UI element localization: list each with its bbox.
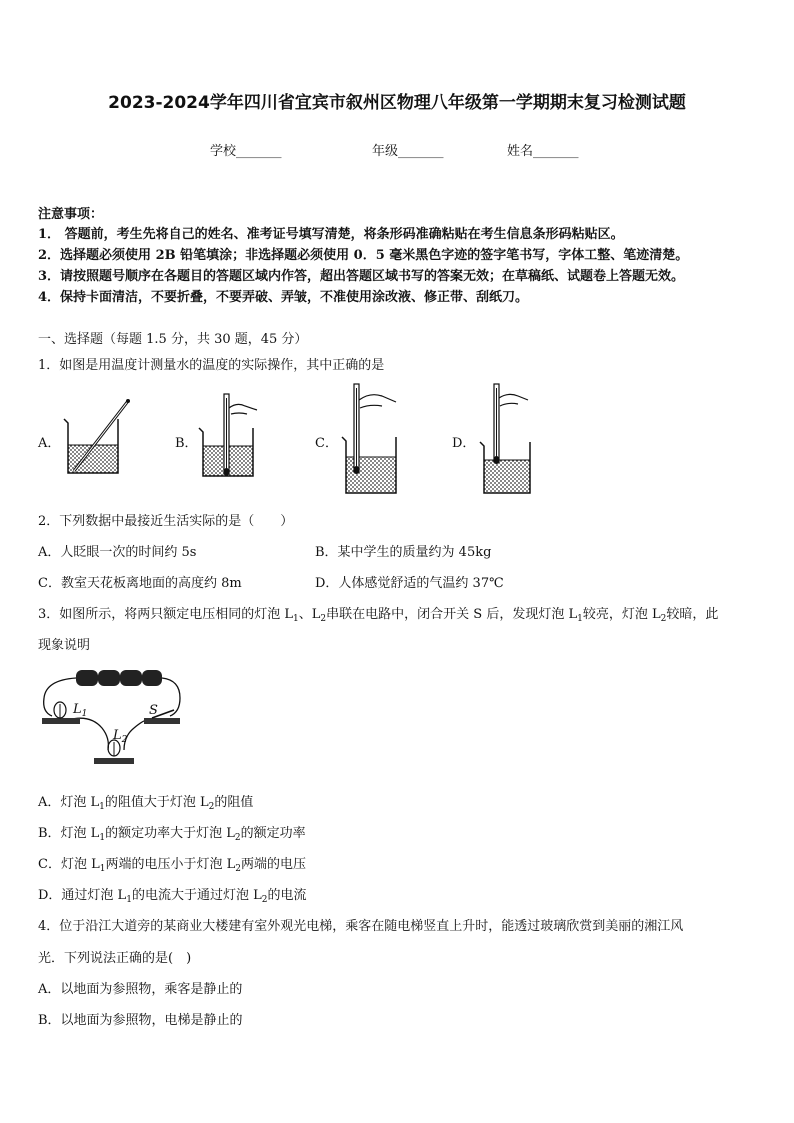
q3-option-b: B．灯泡 $L_1$的额定功率大于灯泡 $L_2$的额定功率 [38, 826, 306, 843]
question-4-stem: 4．位于沿江大道旁的某商业大楼建有室外观光电梯，乘客在随电梯竖直上升时，能透过玻璃欣赏到美丽的湘江风 [38, 919, 684, 934]
beaker-figure-d [476, 380, 536, 498]
q3-option-a: A．灯泡 $L_1$的阻值大于灯泡 $L_2$的阻值 [38, 795, 254, 812]
q2-option-c: C．教室天花板离地面的高度约 8m [38, 576, 242, 591]
q4-option-a: A．以地面为参照物，乘客是静止的 [38, 982, 243, 997]
school-field: 学校_______ [210, 144, 282, 159]
label-l1: $L_1$ [73, 702, 88, 719]
beaker-figure-c [338, 380, 408, 498]
label-l2: $L_2$ [113, 728, 128, 745]
q4-option-b: B．以地面为参照物，电梯是静止的 [38, 1013, 243, 1028]
q1-option-b-label: B． [175, 436, 198, 451]
question-2-stem: 2．下列数据中最接近生活实际的是（ ） [38, 514, 294, 529]
circuit-diagram [38, 664, 186, 772]
section-heading: 一、选择题（每题 1.5 分，共 30 题，45 分） [38, 332, 308, 347]
note-item: 3．请按照题号顺序在各题目的答题区域内作答，超出答题区域书写的答案无效；在草稿纸、试题卷上答题无效。 [38, 269, 685, 284]
name-field: 姓名_______ [507, 144, 579, 159]
q2-option-b: B．某中学生的质量约为 45kg [315, 545, 492, 560]
q1-option-c-label: C． [315, 436, 338, 451]
question-3-stem: 3．如图所示，将两只额定电压相同的灯泡 $L_1$、$L_2$串联在电路中，闭合开关 S 后，发现灯泡 $L_1$较亮，灯泡 $L_2$较暗，此 [38, 607, 719, 624]
question-4-stem-cont: 光．下列说法正确的是( ) [38, 951, 192, 966]
label-switch-s: S [149, 703, 158, 718]
q1-option-a-label: A． [38, 436, 61, 451]
beaker-figure-a [60, 395, 132, 479]
beaker-figure-b [195, 388, 265, 483]
q2-option-d: D．人体感觉舒适的气温约 37℃ [315, 576, 504, 591]
question-3-stem-cont: 现象说明 [38, 638, 91, 653]
notes-heading: 注意事项： [38, 207, 104, 222]
q1-option-d-label: D． [452, 436, 476, 451]
question-1-stem: 1．如图是用温度计测量水的温度的实际操作，其中正确的是 [38, 358, 385, 373]
q3-option-d: D．通过灯泡 $L_1$的电流大于通过灯泡 $L_2$的电流 [38, 888, 307, 905]
exam-title: 2023-2024学年四川省宜宾市叙州区物理八年级第一学期期末复习检测试题 [108, 93, 686, 113]
q2-option-a: A．人眨眼一次的时间约 5s [38, 545, 197, 560]
note-item: 4．保持卡面清洁，不要折叠，不要弄破、弄皱，不准使用涂改液、修正带、刮纸刀。 [38, 290, 529, 305]
q3-option-c: C．灯泡 $L_1$两端的电压小于灯泡 $L_2$两端的电压 [38, 857, 306, 874]
note-item: 2．选择题必须使用 2B 铅笔填涂；非选择题必须使用 0．5 毫米黑色字迹的签字笔书写，字体工整、笔迹清楚。 [38, 248, 689, 263]
grade-field: 年级_______ [372, 144, 444, 159]
note-item: 1． 答题前，考生先将自己的姓名、准考证号填写清楚，将条形码准确粘贴在考生信息条形码粘贴区。 [38, 227, 624, 242]
